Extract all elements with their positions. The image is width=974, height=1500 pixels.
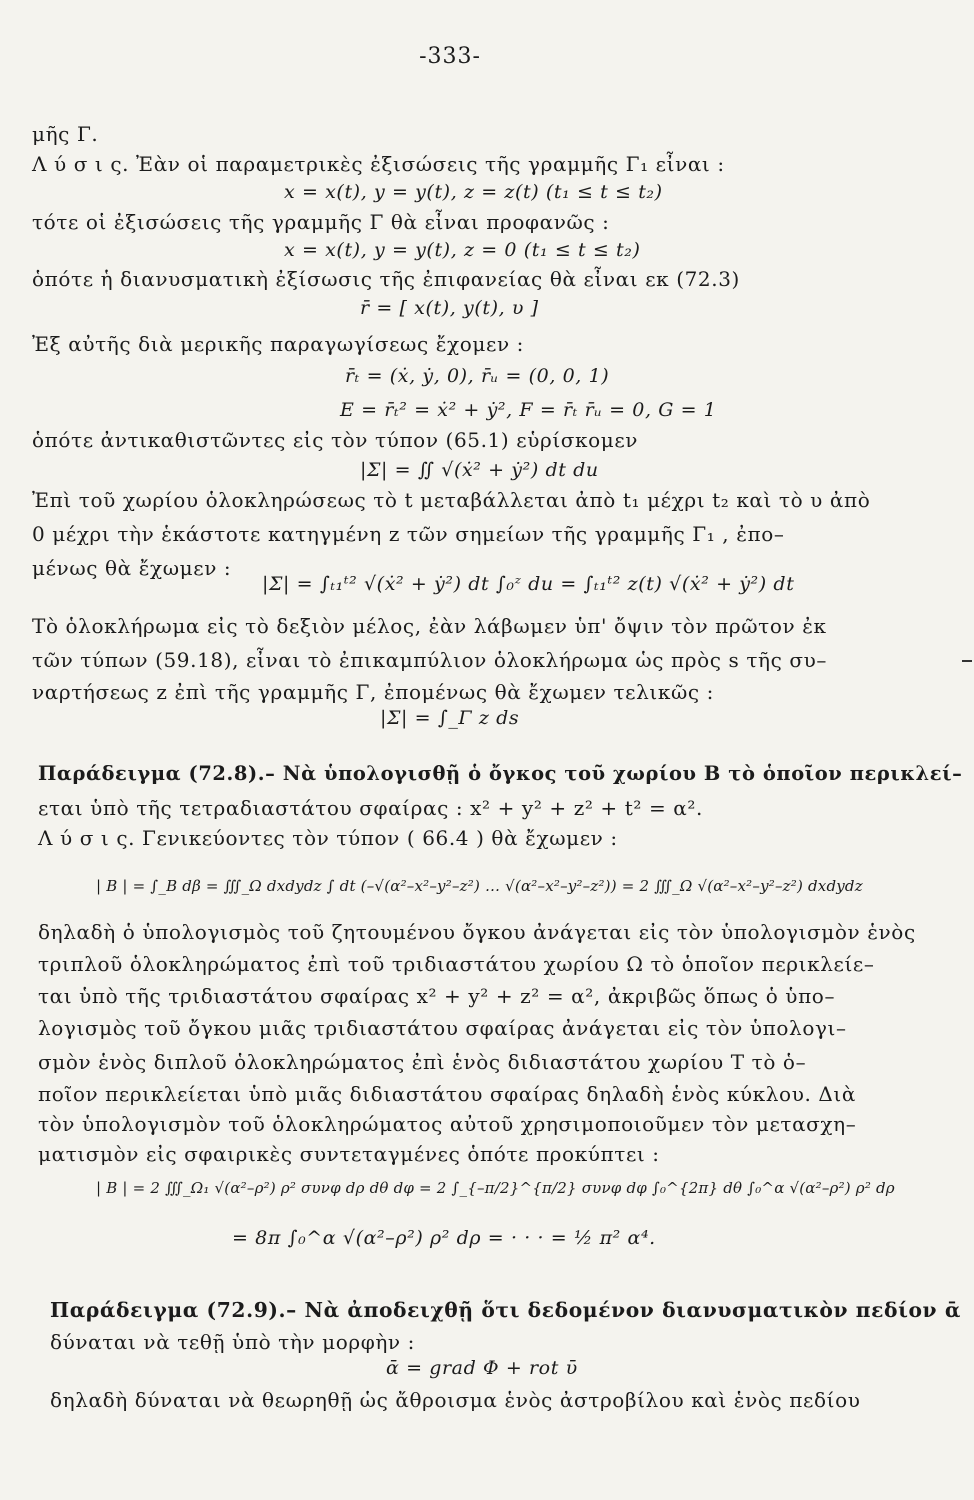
text-line: Ἐπὶ τοῦ χωρίου ὁλοκληρώσεως τὸ t μεταβάλλεται ἀπὸ t₁ μέχρι t₂ καὶ τὸ υ ἀπὸ (32, 488, 871, 512)
text-line: σμὸν ἑνὸς διπλοῦ ὁλοκληρώματος ἐπὶ ἑνὸς διδιαστάτου χωρίου T τὸ ὁ– (38, 1050, 807, 1074)
text-line: Τὸ ὁλοκλήρωμα εἰς τὸ δεξιὸν μέλος, ἐὰν λάβωμεν ὑπ' ὄψιν τὸν πρῶτον ἐκ (32, 614, 827, 638)
text-line: δηλαδὴ δύναται νὰ θεωρηθῇ ὡς ἄθροισμα ἑνὸς ἀστροβίλου καὶ ἑνὸς πεδίου (50, 1388, 861, 1412)
equation-line: r̄ = [ x(t), y(t), υ ] (360, 297, 539, 319)
text-line: λογισμὸς τοῦ ὄγκου μιᾶς τριδιαστάτου σφαίρας ἀνάγεται εἰς τὸν ὑπολογι– (38, 1016, 847, 1040)
text-line: τότε οἱ ἐξισώσεις τῆς γραμμῆς Γ θὰ εἶναι προφανῶς : (32, 210, 610, 234)
equation-line: r̄ₜ = (ẋ, ẏ, 0), r̄ᵤ = (0, 0, 1) (345, 365, 610, 387)
text-line: ματισμὸν εἰς σφαιρικὲς συντεταγμένες ὁπότε προκύπτει : (38, 1142, 660, 1166)
equation-line: | B | = 2 ∭_Ω₁ √(α²–ρ²) ρ² συνφ dρ dθ dφ = 2 ∫_{–π/2}^{π/2} συνφ dφ ∫₀^{2π} dθ ∫₀^α √(α²–ρ²) ρ² dρ (96, 1179, 895, 1197)
text-line: ὁπότε ἀντικαθιστῶντες εἰς τὸν τύπον (65.1) εὑρίσκομεν (32, 428, 639, 452)
equation-line: x = x(t), y = y(t), z = z(t) (t₁ ≤ t ≤ t₂) (284, 181, 663, 203)
text-line: μένως θὰ ἔχωμεν : (32, 556, 232, 580)
text-line: Λ ύ σ ι ς. Ἐὰν οἱ παραμετρικὲς ἐξισώσεις τῆς γραμμῆς Γ₁ εἶναι : (32, 152, 725, 176)
text-line: τῶν τύπων (59.18), εἶναι τὸ ἐπικαμπύλιον ὁλοκλήρωμα ὡς πρὸς s τῆς συ– (32, 648, 827, 672)
text-line: ναρτήσεως z ἐπὶ τῆς γραμμῆς Γ, ἐπομένως θὰ ἔχωμεν τελικῶς : (32, 680, 714, 704)
example-heading: Παράδειγμα (72.9).– Νὰ ἀποδειχθῇ ὅτι δεδομένον διανυσματικὸν πεδίον ᾱ (50, 1298, 961, 1322)
text-line: 0 μέχρι τὴν ἑκάστοτε κατηγμένη z τῶν σημείων τῆς γραμμῆς Γ₁ , ἐπο– (32, 522, 785, 546)
text-line: μῆς Γ. (32, 122, 99, 146)
equation-line: x = x(t), y = y(t), z = 0 (t₁ ≤ t ≤ t₂) (284, 239, 641, 261)
equation-line: |Σ| = ∬ √(ẋ² + ẏ²) dt du (360, 459, 599, 481)
text-line: δύναται νὰ τεθῇ ὑπὸ τὴν μορφὴν : (50, 1330, 415, 1354)
text-line: τὸν ὑπολογισμὸν τοῦ ὁλοκληρώματος αὐτοῦ χρησιμοποιοῦμεν τὸν μετασχη– (38, 1112, 857, 1136)
text-line: ὁπότε ἡ διανυσματικὴ ἐξίσωσις τῆς ἐπιφανείας θὰ εἶναι εκ (72.3) (32, 267, 740, 291)
text-line: Ἐξ αὐτῆς διὰ μερικῆς παραγωγίσεως ἔχομεν : (32, 332, 525, 356)
equation-line: ᾱ = grad Φ + rot ῡ (386, 1357, 578, 1379)
equation-line: |Σ| = ∫_Γ z ds (380, 707, 520, 729)
text-line: Λ ύ σ ι ς. Γενικεύοντες τὸν τύπον ( 66.4 ) θὰ ἔχωμεν : (38, 826, 618, 850)
equation-line: | B | = ∫_B dβ = ∭_Ω dxdydz ∫ dt (–√(α²–x²–y²–z²) … √(α²–x²–y²–z²)) = 2 ∭_Ω √(α²–x²–y²–z²) dxdydz (96, 877, 863, 895)
margin-mark (962, 660, 972, 662)
text-line: δηλαδὴ ὁ ὑπολογισμὸς τοῦ ζητουμένου ὄγκου ἀνάγεται εἰς τὸν ὑπολογισμὸν ἑνὸς (38, 920, 916, 944)
equation-line: = 8π ∫₀^α √(α²–ρ²) ρ² dρ = · · · = ½ π² α⁴. (232, 1227, 656, 1249)
text-line: ποῖον περικλείεται ὑπὸ μιᾶς διδιαστάτου σφαίρας δηλαδὴ ἑνὸς κύκλου. Διὰ (38, 1082, 856, 1106)
page-number: -333- (419, 44, 481, 69)
equation-line: E = r̄ₜ² = ẋ² + ẏ², F = r̄ₜ r̄ᵤ = 0, G = 1 (340, 399, 717, 421)
text-line: εται ὑπὸ τῆς τετραδιαστάτου σφαίρας : x² + y² + z² + t² = α². (38, 796, 703, 820)
example-heading: Παράδειγμα (72.8).– Νὰ ὑπολογισθῇ ὁ ὄγκος τοῦ χωρίου B τὸ ὁποῖον περικλεί– (38, 762, 963, 785)
text-line: τριπλοῦ ὁλοκληρώματος ἐπὶ τοῦ τριδιαστάτου χωρίου Ω τὸ ὁποῖον περικλείε– (38, 952, 875, 976)
equation-line: |Σ| = ∫ₜ₁ᵗ² √(ẋ² + ẏ²) dt ∫₀ᶻ du = ∫ₜ₁ᵗ² z(t) √(ẋ² + ẏ²) dt (262, 573, 795, 595)
text-line: ται ὑπὸ τῆς τριδιαστάτου σφαίρας x² + y² + z² = α², ἀκριβῶς ὅπως ὁ ὑπο– (38, 984, 836, 1008)
